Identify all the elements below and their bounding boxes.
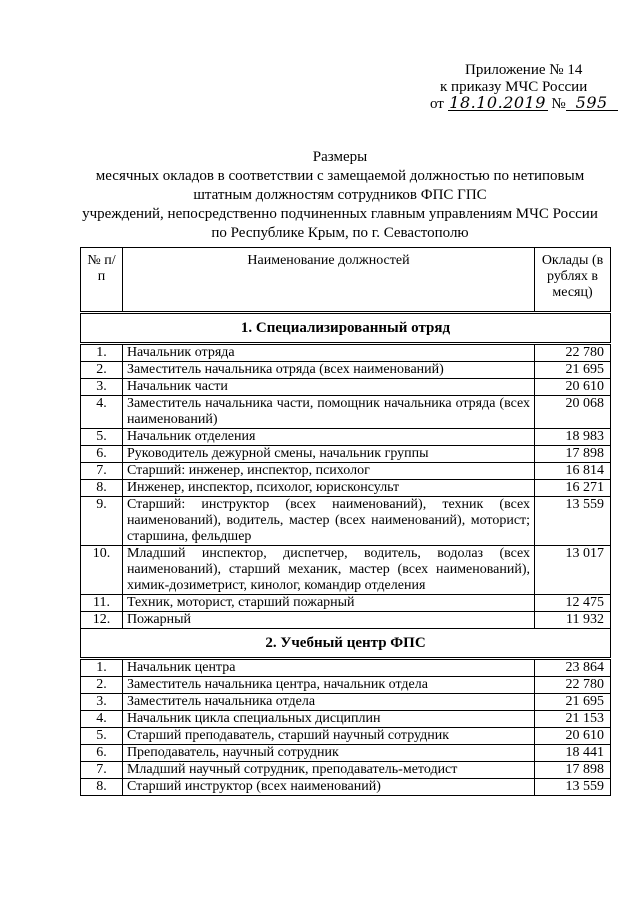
from-label: от — [430, 96, 444, 112]
row-number: 12. — [81, 612, 123, 629]
position-name: Старший: инструктор (всех наименований), техник (всех наименований), водитель, мастер (всех наименований), моторист; старшина, фельдшер — [122, 497, 534, 546]
salary-value: 21 695 — [535, 362, 611, 379]
position-name: Заместитель начальника части, помощник начальника отряда (всех наименований) — [122, 396, 534, 429]
row-number: 11. — [81, 595, 123, 612]
salary-value: 20 068 — [535, 396, 611, 429]
row-number: 7. — [81, 463, 123, 480]
table-row — [81, 546, 611, 595]
position-name: Техник, моторист, старший пожарный — [122, 595, 534, 612]
row-number: 8. — [81, 480, 123, 497]
position-name: Преподаватель, научный сотрудник — [122, 745, 534, 762]
row-number: 1. — [81, 659, 123, 677]
salary-value: 12 475 — [535, 595, 611, 612]
position-name: Начальник цикла специальных дисциплин — [122, 711, 534, 728]
title-line-4: учреждений, непосредственно подчиненных главным управлениям МЧС России — [82, 206, 598, 222]
table-row — [81, 396, 611, 429]
position-name: Начальник отделения — [122, 429, 534, 446]
salary-table — [80, 247, 611, 796]
salary-value: 22 780 — [535, 344, 611, 362]
salary-value: 13 559 — [535, 779, 611, 796]
row-number: 1. — [81, 344, 123, 362]
table-body — [81, 313, 611, 796]
table-header-row — [81, 248, 611, 313]
position-name: Старший преподаватель, старший научный сотрудник — [122, 728, 534, 745]
table-row — [81, 677, 611, 694]
table-row — [81, 745, 611, 762]
table-row — [81, 659, 611, 677]
table-row — [81, 595, 611, 612]
position-name: Инженер, инспектор, психолог, юрисконсульт — [122, 480, 534, 497]
position-name: Начальник центра — [122, 659, 534, 677]
salary-value: 22 780 — [535, 677, 611, 694]
salary-value: 18 983 — [535, 429, 611, 446]
position-name: Начальник части — [122, 379, 534, 396]
row-number: 2. — [81, 362, 123, 379]
table-row — [81, 379, 611, 396]
salary-value: 20 610 — [535, 728, 611, 745]
salary-value: 17 898 — [535, 762, 611, 779]
row-number: 7. — [81, 762, 123, 779]
row-number: 3. — [81, 694, 123, 711]
position-name: Младший научный сотрудник, преподаватель-методист — [122, 762, 534, 779]
title-line-5: по Республике Крым, по г. Севастополю — [211, 225, 469, 241]
salary-value: 21 153 — [535, 711, 611, 728]
title-line-2: месячных окладов в соответствии с замещаемой должностью по нетиповым — [95, 168, 585, 184]
appendix-block — [430, 62, 630, 113]
row-number: 6. — [81, 446, 123, 463]
salary-value: 16 814 — [535, 463, 611, 480]
section-title: 1. Специализированный отряд — [81, 313, 611, 344]
section-header — [81, 313, 611, 344]
row-number: 5. — [81, 429, 123, 446]
table-row — [81, 728, 611, 745]
table-row — [81, 480, 611, 497]
position-name: Заместитель начальника центра, начальник отдела — [122, 677, 534, 694]
row-number: 4. — [81, 396, 123, 429]
section-title: 2. Учебный центр ФПС — [81, 629, 611, 659]
table-row — [81, 446, 611, 463]
table-row — [81, 762, 611, 779]
salary-value: 21 695 — [535, 694, 611, 711]
table-row — [81, 497, 611, 546]
title-line-1: Размеры — [312, 149, 368, 165]
header-num: № п/п — [81, 248, 123, 313]
position-name: Руководитель дежурной смены, начальник группы — [122, 446, 534, 463]
salary-value: 13 559 — [535, 497, 611, 546]
position-name: Старший: инженер, инспектор, психолог — [122, 463, 534, 480]
salary-value: 20 610 — [535, 379, 611, 396]
salary-value: 11 932 — [535, 612, 611, 629]
document-title — [40, 148, 640, 243]
salary-value: 16 271 — [535, 480, 611, 497]
table-row — [81, 463, 611, 480]
position-name: Старший инструктор (всех наименований) — [122, 779, 534, 796]
appendix-title: Приложение № 14 — [465, 62, 583, 78]
handwritten-number: 595 — [566, 96, 618, 111]
salary-value: 18 441 — [535, 745, 611, 762]
row-number: 3. — [81, 379, 123, 396]
number-label: № — [551, 96, 566, 112]
row-number: 6. — [81, 745, 123, 762]
table-row — [81, 694, 611, 711]
row-number: 5. — [81, 728, 123, 745]
appendix-date-line — [430, 93, 630, 113]
row-number: 8. — [81, 779, 123, 796]
position-name: Заместитель начальника отдела — [122, 694, 534, 711]
table-row — [81, 344, 611, 362]
row-number: 10. — [81, 546, 123, 595]
position-name: Начальник отряда — [122, 344, 534, 362]
table-row — [81, 429, 611, 446]
table-row — [81, 612, 611, 629]
position-name: Пожарный — [122, 612, 534, 629]
salary-value: 23 864 — [535, 659, 611, 677]
salary-value: 17 898 — [535, 446, 611, 463]
salary-value: 13 017 — [535, 546, 611, 595]
position-name: Заместитель начальника отряда (всех наименований) — [122, 362, 534, 379]
row-number: 2. — [81, 677, 123, 694]
title-line-3: штатным должностям сотрудников ФПС ГПС — [193, 187, 487, 203]
row-number: 9. — [81, 497, 123, 546]
appendix-order-ref: к приказу МЧС России — [440, 79, 588, 95]
header-name: Наименование должностей — [122, 248, 534, 313]
row-number: 4. — [81, 711, 123, 728]
handwritten-date: 18.10.2019 — [449, 93, 546, 112]
position-name: Младший инспектор, диспетчер, водитель, водолаз (всех наименований), старший механик, мастер (всех наименований), химик-дозиметрист, кинолог, командир отделения — [122, 546, 534, 595]
header-salary: Оклады (в рублях в месяц) — [535, 248, 611, 313]
table-row — [81, 711, 611, 728]
table-row — [81, 362, 611, 379]
section-header — [81, 629, 611, 659]
table-row — [81, 779, 611, 796]
